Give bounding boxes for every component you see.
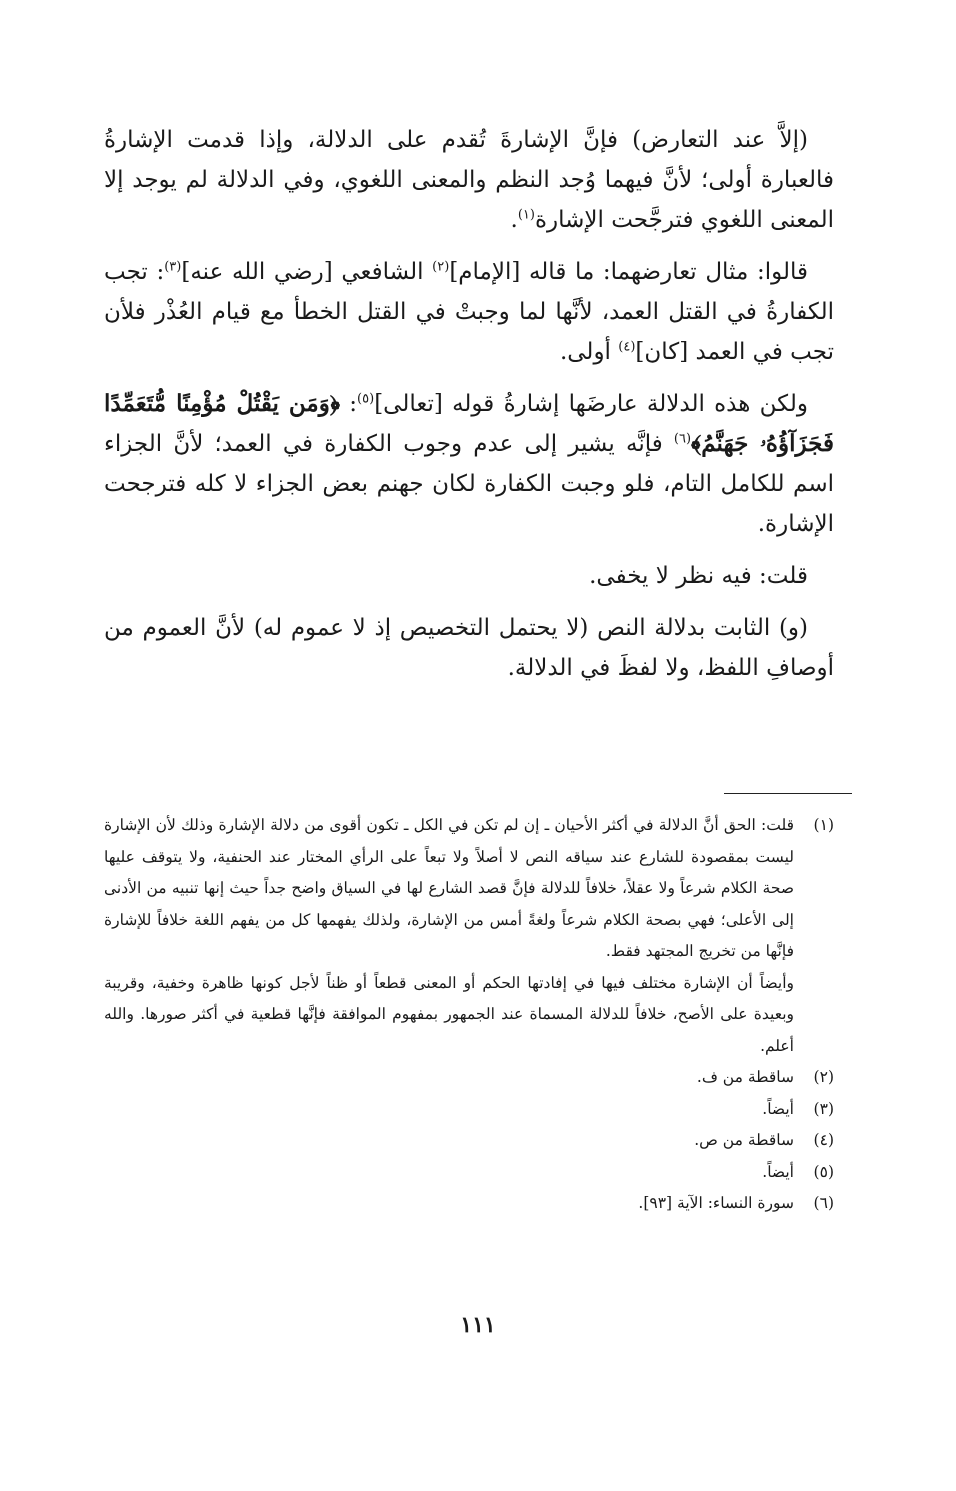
footnote-ref-3[interactable]: (٣)	[164, 259, 182, 275]
footnote-number: (٤)	[813, 1131, 834, 1149]
paragraph-2-text-c: : تجب الكفارةُ في القتل العمد، لأنَّها لما وجبتْ في القتل الخطأ مع قيام العُذْر فلأن تجب في العمد [كان]	[104, 259, 834, 365]
footnote-number: (٣)	[813, 1099, 834, 1118]
paragraph-3	[104, 384, 834, 544]
footnote-ref-5[interactable]: (٥)	[357, 391, 375, 407]
paragraph-3-text-c: فإنَّه يشير إلى عدم وجوب الكفارة في العمد؛ لأنَّ الجزاء اسم للكامل التام، فلو وجبت الكفارة لكان جهنم بعض الجزاء لا كله فترجحت الإشارة.	[104, 431, 834, 537]
paragraph-1	[104, 120, 834, 240]
footnote-text: سورة النساء: الآية [٩٣].	[638, 1194, 794, 1212]
footnote-ref-2[interactable]: (٢)	[432, 259, 450, 275]
footnote-2	[104, 1062, 834, 1094]
footnote-text: أيضاً.	[762, 1099, 794, 1118]
footnote-text	[104, 810, 794, 1062]
footnotes	[104, 810, 834, 1220]
footnote-separator	[724, 793, 852, 794]
footnote-1-paragraph-1: قلت: الحق أنَّ الدلالة في أكثر الأحيان ـ إن لم تكن في الكل ـ تكون أقوى من دلالة الإشارة وذلك لأن الإشارة ليست بمقصودة للشارع عند سياقه النص لا أصلاً ولا تبعاً على الرأي المختار عند الحنفية، ولا يتوقف عليها صحة الكلام شرعاً ولا عقلاً، خلافاً للدلالة فإنَّ قصد الشارع لها في السياق واضح جداً حيث إنها تنبيه من الأدنى إلى الأعلى؛ فهي بصحة الكلام شرعاً ولغةً أمس من الإشارة، ولذلك يفهمها كل من يفهم اللغة خلافاً للإشارة فإنَّها من تخريج المجتهد فقط.	[104, 816, 794, 960]
footnote-number: (١)	[813, 816, 834, 834]
footnote-1	[104, 810, 834, 1062]
footnote-ref-1[interactable]: (١)	[517, 207, 535, 223]
footnote-number: (٥)	[813, 1162, 834, 1181]
paragraph-4: قلت: فيه نظر لا يخفى.	[589, 563, 808, 589]
paragraph-5: (و) الثابت بدلالة النص (لا يحتمل التخصيص إذ لا عموم له) لأنَّ العموم من أوصافِ اللفظ، ولا لفظَ في الدلالة.	[104, 615, 834, 681]
footnote-5	[104, 1157, 834, 1189]
quran-verse: ﴿وَمَن يَقْتُلْ مُؤْمِنًا مُّتَعَمِّدًا فَجَزَآؤُهُۥ جَهَنَّمُ﴾	[104, 390, 835, 457]
footnote-text: ساقطة من ص.	[694, 1131, 794, 1149]
paragraph-3-text-a: ولكن هذه الدلالة عارضَها إشارةُ قوله [تعالى]	[374, 391, 808, 417]
paragraph-2-text-b: الشافعي [رضي الله عنه]	[181, 259, 433, 285]
paragraph-3-text-b: :	[340, 391, 358, 417]
footnote-1-paragraph-2: وأيضاً أن الإشارة مختلف فيها في إفادتها الحكم أو المعنى قطعاً أو ظناً لأجل كونها ظاهرة وخفية، وقريبة وبعيدة على الأصح، خلافاً للدلالة المسماة عند الجمهور بمفهوم الموافقة فإنَّها قطعية في أكثر صورها. والله أعلم.	[104, 973, 794, 1055]
footnote-text: أيضاً.	[762, 1162, 794, 1181]
footnote-number: (٦)	[813, 1194, 834, 1212]
footnote-6	[104, 1188, 834, 1220]
page-number: ١١١	[460, 1312, 496, 1338]
paragraph-2	[104, 252, 834, 372]
main-text	[104, 120, 834, 700]
paragraph-2-text-a: قالوا: مثال تعارضهما: ما قاله [الإمام]	[449, 259, 808, 285]
paragraph-2-text-d: أولى.	[559, 339, 619, 365]
paragraph-1-text: (إلاَّ عند التعارض) فإنَّ الإشارةَ تُقدم على الدلالة، وإذا قدمت الإشارةُ فالعبارة أولى؛ لأنَّ فيهما وُجد النظم والمعنى اللغوي، وفي الدلالة لم يوجد إلا المعنى اللغوي فترجَّحت الإشارة	[104, 127, 834, 233]
paragraph-1-end: .	[510, 207, 518, 233]
footnote-ref-4[interactable]: (٤)	[618, 339, 636, 355]
footnote-text: ساقطة من ف.	[696, 1068, 794, 1086]
footnote-4	[104, 1125, 834, 1157]
footnote-ref-6[interactable]: (٦)	[673, 431, 692, 447]
footnote-3	[104, 1094, 834, 1126]
footnote-number: (٢)	[813, 1068, 834, 1086]
